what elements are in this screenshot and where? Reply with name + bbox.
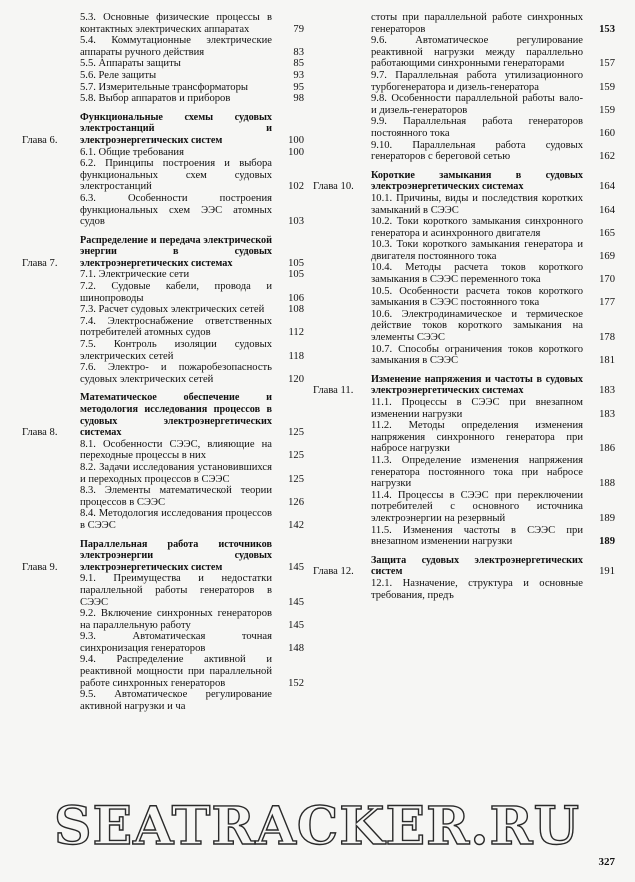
chapter-gap [22, 385, 304, 392]
section-title: 7.2. Судовые кабели, провода и шинопроводы [80, 281, 272, 304]
chapter-title: Математическое обеспечение и методология исследования процессов в судовых электроэнергетических системах [80, 392, 272, 439]
section-title: 10.2. Токи короткого замыкания синхронного генератора и асинхронного двигателя [371, 216, 583, 239]
page-ref: 145 [288, 619, 304, 631]
watermark-text: SEATRACKER.RU [53, 796, 581, 857]
page-ref: 160 [599, 127, 615, 139]
toc-chapter-entry [313, 555, 615, 578]
toc-section-entry [22, 70, 304, 82]
page-ref: 177 [599, 297, 615, 309]
page-ref: 93 [293, 69, 304, 81]
section-title: 12.1. Назначение, структура и основные требования, предъ [371, 577, 583, 601]
toc-section-entry [22, 362, 304, 385]
toc-section-entry [313, 344, 615, 367]
chapter-label: Глава 7. [22, 257, 58, 269]
toc-section-entry [22, 573, 304, 608]
toc-section-entry [22, 439, 304, 462]
toc-chapter-entry [22, 112, 304, 147]
toc-section-entry [313, 70, 615, 93]
toc-chapter-entry [313, 170, 615, 193]
toc-section-entry [22, 12, 304, 35]
page-ref: 181 [599, 355, 615, 367]
section-title: 6.3. Особенности построения функциональных схем ЭЭС атомных судов [80, 192, 272, 228]
toc-section-entry [313, 286, 615, 309]
watermark [0, 790, 635, 860]
chapter-title: Изменение напряжения и частоты в судовых электроэнергетических системах [371, 373, 583, 397]
page-ref: 100 [288, 146, 304, 158]
toc-section-entry [22, 316, 304, 339]
chapter-title: Распределение и передача электрической энергии в судовых электроэнергетических системах [80, 234, 272, 269]
toc-section-entry [22, 93, 304, 105]
page-ref: 102 [288, 181, 304, 193]
toc-section-entry [22, 654, 304, 689]
page-ref: 164 [599, 181, 615, 193]
chapter-label: Глава 8. [22, 427, 58, 439]
page-ref: 83 [293, 46, 304, 58]
chapter-gap [22, 228, 304, 235]
page-ref: 191 [599, 566, 615, 578]
section-title: 10.7. Способы ограничения токов короткого замыкания в СЭЭС [371, 343, 583, 367]
chapter-gap [313, 548, 615, 555]
section-title: 6.2. Принципы построения и выбора функциональных схем судовых электростанций [80, 158, 272, 193]
toc-chapter-entry [22, 392, 304, 438]
toc-section-entry [22, 508, 304, 531]
page-ref: 103 [288, 216, 304, 228]
toc-section-entry [22, 462, 304, 485]
section-title: 7.1. Электрические сети [80, 269, 190, 281]
section-title: стоты при параллельной работе синхронных генераторов [371, 12, 583, 35]
page-ref: 186 [599, 443, 615, 455]
toc-chapter-entry [313, 374, 615, 397]
page-ref: 108 [288, 304, 304, 316]
section-title: 11.1. Процессы в СЭЭС при внезапном изменении нагрузки [371, 397, 583, 420]
page-ref: 170 [599, 274, 615, 286]
toc-section-entry [22, 158, 304, 193]
section-title: 9.8. Особенности параллельной работы вало- и дизель-генераторов [371, 93, 583, 116]
toc-chapter-entry [22, 235, 304, 270]
toc-section-entry [313, 309, 615, 344]
section-title: 9.4. Распределение активной и реактивной мощности при параллельной работе синхронных генераторов [80, 654, 272, 689]
toc-section-entry [22, 339, 304, 362]
page-ref: 152 [288, 677, 304, 689]
page-ref: 188 [599, 478, 615, 490]
chapter-gap [22, 532, 304, 539]
section-title: 10.1. Причины, виды и последствия коротких замыканий в СЭЭС [371, 192, 583, 216]
toc-section-entry [22, 269, 304, 281]
toc-section-entry [22, 147, 304, 159]
page-ref: 169 [599, 250, 615, 262]
toc-section-entry [22, 82, 304, 94]
toc-section-entry [22, 689, 304, 712]
chapter-label: Глава 12. [313, 566, 354, 578]
toc-section-entry [313, 35, 615, 70]
section-title: 10.4. Методы расчета токов короткого замыкания в СЭЭС переменного тока [371, 262, 583, 286]
page-ref: 85 [293, 58, 304, 70]
toc-section-entry [313, 93, 615, 116]
section-title: 8.2. Задачи исследования установившихся и переходных процессов в СЭЭС [80, 461, 272, 485]
toc-section-entry [313, 193, 615, 216]
chapter-gap [313, 367, 615, 374]
toc-section-entry [313, 12, 615, 35]
page-ref: 142 [288, 519, 304, 531]
section-title: 11.5. Изменения частоты в СЭЭС при внезапном изменении нагрузки [371, 524, 583, 548]
page-ref: 106 [288, 292, 304, 304]
page-ref: 100 [288, 134, 304, 146]
page-ref: 126 [288, 496, 304, 508]
section-title: 10.6. Электродинамическое и термическое действие токов короткого замыкания на элементы СЭЭС [371, 308, 583, 344]
page-ref: 79 [293, 23, 304, 35]
page-ref: 145 [288, 561, 304, 573]
page-ref: 162 [599, 151, 615, 163]
page-ref: 164 [599, 204, 615, 216]
page-ref: 178 [599, 332, 615, 344]
section-title: 5.5. Аппараты защиты [80, 58, 181, 70]
watermark-svg [0, 790, 635, 860]
section-title: 9.9. Параллельная работа генераторов постоянного тока [371, 116, 583, 139]
section-title: 6.1. Общие требования [80, 146, 184, 158]
page-ref: 157 [599, 58, 615, 70]
section-title: 7.5. Контроль изоляции судовых электрических сетей [80, 339, 272, 362]
chapter-title: Функциональные схемы судовых электростанций и электроэнергетических систем [80, 111, 272, 146]
section-title: 11.4. Процессы в СЭЭС при переключении потребителей с основного источника электроэнергии на резервный [371, 489, 583, 524]
toc-section-entry [313, 239, 615, 262]
chapter-title: Защита судовых электроэнергетических систем [371, 554, 583, 578]
toc-section-entry [313, 525, 615, 548]
page-ref: 165 [599, 227, 615, 239]
page-ref: 159 [599, 104, 615, 116]
toc-chapter-entry [22, 539, 304, 574]
page-ref: 105 [288, 269, 304, 281]
section-title: 9.2. Включение синхронных генераторов на параллельную работу [80, 608, 272, 631]
page-ref: 98 [293, 93, 304, 105]
toc-right-column [313, 12, 615, 601]
page-ref: 189 [599, 512, 615, 524]
page-ref: 125 [288, 450, 304, 462]
section-title: 7.6. Электро- и пожаробезопасность судовых электрических сетей [80, 362, 272, 385]
page-ref: 145 [288, 596, 304, 608]
section-title: 5.3. Основные физические процессы в контактных электрических аппаратах [80, 12, 272, 35]
page-ref: 183 [599, 408, 615, 420]
toc-section-entry [313, 262, 615, 285]
page-ref: 159 [599, 81, 615, 93]
section-title: 9.1. Преимущества и недостатки параллельной работы генераторов в СЭЭС [80, 573, 272, 608]
chapter-title: Короткие замыкания в судовых электроэнергетических системах [371, 169, 583, 193]
section-title: 5.6. Реле защиты [80, 69, 157, 81]
toc-section-entry [313, 140, 615, 163]
chapter-title: Параллельная работа источников электроэнергии судовых электроэнергетических систем [80, 538, 272, 573]
section-title: 11.2. Методы определения изменения напряжения синхронного генератора при набросе нагрузки [371, 420, 583, 455]
toc-section-entry [313, 490, 615, 525]
section-title: 7.4. Электроснабжение ответственных потребителей атомных судов [80, 315, 272, 339]
chapter-label: Глава 11. [313, 385, 354, 397]
section-title: 7.3. Расчет судовых электрических сетей [80, 304, 265, 316]
section-title: 9.5. Автоматическое регулирование активной нагрузки и ча [80, 689, 272, 712]
toc-section-entry [22, 631, 304, 654]
section-title: 9.6. Автоматическое регулирование реактивной нагрузки между параллельно работающими синхронными генераторами [371, 35, 583, 70]
page-ref: 105 [288, 257, 304, 269]
section-title: 5.4. Коммутационные электрические аппараты ручного действия [80, 35, 272, 58]
page-ref: 95 [293, 81, 304, 93]
section-title: 8.1. Особенности СЭЭС, влияющие на переходные процессы в них [80, 438, 272, 462]
page-ref: 183 [599, 385, 615, 397]
chapter-label: Глава 6. [22, 134, 58, 146]
page-ref: 153 [599, 23, 615, 35]
section-title: 9.7. Параллельная работа утилизационного турбогенератора и дизель-генератора [371, 69, 583, 93]
toc-section-entry [313, 578, 615, 601]
section-title: 8.4. Методология исследования процессов в СЭЭС [80, 508, 272, 531]
page-number: 327 [598, 856, 615, 868]
toc-section-entry [22, 35, 304, 58]
page-ref: 120 [288, 373, 304, 385]
toc-section-entry [22, 193, 304, 228]
chapter-gap [313, 163, 615, 170]
toc-section-entry [313, 116, 615, 139]
page-ref: 148 [288, 642, 304, 654]
page-ref: 118 [288, 350, 304, 362]
page-ref: 125 [288, 473, 304, 485]
toc-section-entry [22, 304, 304, 316]
page-ref: 125 [288, 427, 304, 439]
toc-section-entry [313, 420, 615, 455]
toc-section-entry [22, 281, 304, 304]
section-title: 9.3. Автоматическая точная синхронизация генераторов [80, 631, 272, 654]
section-title: 10.3. Токи короткого замыкания генератора и двигателя постоянного тока [371, 239, 583, 262]
section-title: 9.10. Параллельная работа судовых генераторов с береговой сетью [371, 139, 583, 163]
section-title: 5.8. Выбор аппаратов и приборов [80, 93, 231, 105]
section-title: 10.5. Особенности расчета токов короткого замыкания в СЭЭС постоянного тока [371, 285, 583, 309]
page-ref: 112 [288, 327, 304, 339]
toc-section-entry [313, 455, 615, 490]
toc-section-entry [22, 485, 304, 508]
section-title: 8.3. Элементы математической теории процессов в СЭЭС [80, 485, 272, 508]
chapter-label: Глава 10. [313, 181, 354, 193]
section-title: 11.3. Определение изменения напряжения генератора постоянного тока при набросе нагрузки [371, 454, 583, 490]
toc-section-entry [22, 608, 304, 631]
toc-left-column [22, 12, 304, 712]
chapter-gap [22, 105, 304, 112]
toc-section-entry [22, 58, 304, 70]
toc-section-entry [313, 397, 615, 420]
section-title: 5.7. Измерительные трансформаторы [80, 81, 248, 93]
toc-section-entry [313, 216, 615, 239]
chapter-label: Глава 9. [22, 561, 58, 573]
page-ref: 189 [599, 536, 615, 548]
